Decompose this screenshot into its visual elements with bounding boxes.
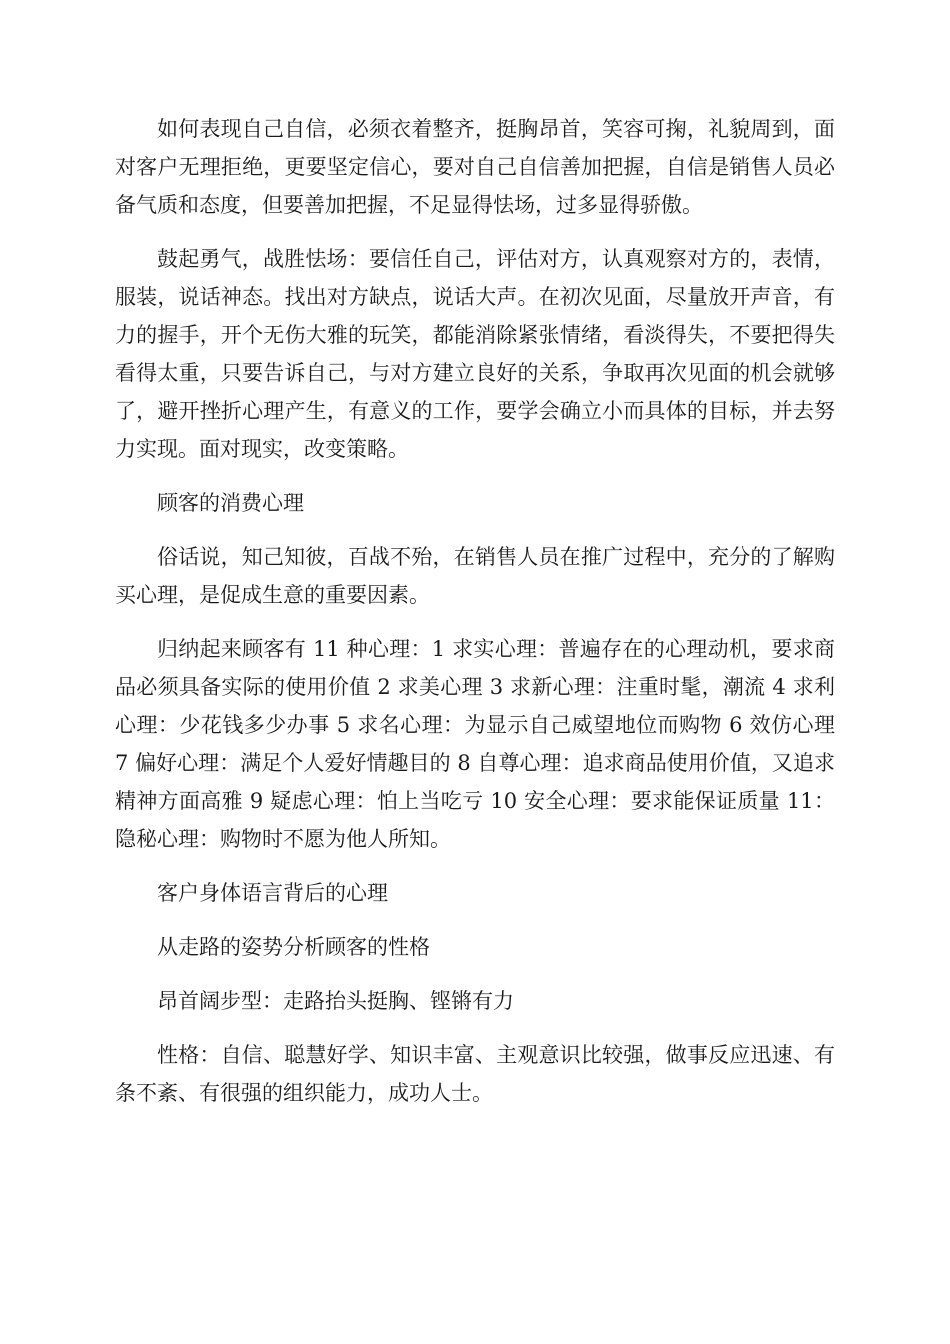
paragraph-personality: 性格：自信、聪慧好学、知识丰富、主观意识比较强，做事反应迅速、有条不紊、有很强的组织能力，成功人士。 [115,1043,835,1105]
heading-body-language: 客户身体语言背后的心理 [157,881,388,905]
paragraph-eleven-psychologies: 归纳起来顾客有 11 种心理：1 求实心理：普遍存在的心理动机，要求商品必须具备实际的使用价值 2 求美心理 3 求新心理：注重时髦，潮流 4 求利心理：少花钱多少办事 5 求名心理：为显示自己威望地位而购物 6 效仿心理 7 偏好心理：满足个人爱好情趣目的 8 自尊心理：追求商品使用价值，又追求精神方面高雅 9 疑虑心理：怕上当吃亏 10 安全心理：要求能保证质量 11：隐秘心理：购物时不愿为他人所知。 [115,637,835,851]
paragraph-confident-stride: 昂首阔步型：走路抬头挺胸、铿锵有力 [157,989,514,1013]
document-body [115,110,835,1128]
heading-walking-posture: 从走路的姿势分析顾客的性格 [157,935,430,959]
paragraph-know-yourself: 俗话说，知己知彼，百战不殆，在销售人员在推广过程中，充分的了解购买心理，是促成生意的重要因素。 [115,545,835,607]
paragraph-confidence: 如何表现自己自信，必须衣着整齐，挺胸昂首，笑容可掬，礼貌周到，面对客户无理拒绝，更要坚定信心，要对自己自信善加把握，自信是销售人员必备气质和态度，但要善加把握，不足显得怯场，过多显得骄傲。 [115,117,835,217]
paragraph-courage: 鼓起勇气，战胜怯场：要信任自己，评估对方，认真观察对方的，表情，服装，说话神态。找出对方缺点，说话大声。在初次见面，尽量放开声音，有力的握手，开个无伤大雅的玩笑，都能消除紧张情绪，看淡得失，不要把得失看得太重，只要告诉自己，与对方建立良好的关系，争取再次见面的机会就够了，避开挫折心理产生，有意义的工作，要学会确立小而具体的目标，并去努力实现。面对现实，改变策略。 [115,247,835,461]
heading-consumer-psychology: 顾客的消费心理 [157,491,304,515]
